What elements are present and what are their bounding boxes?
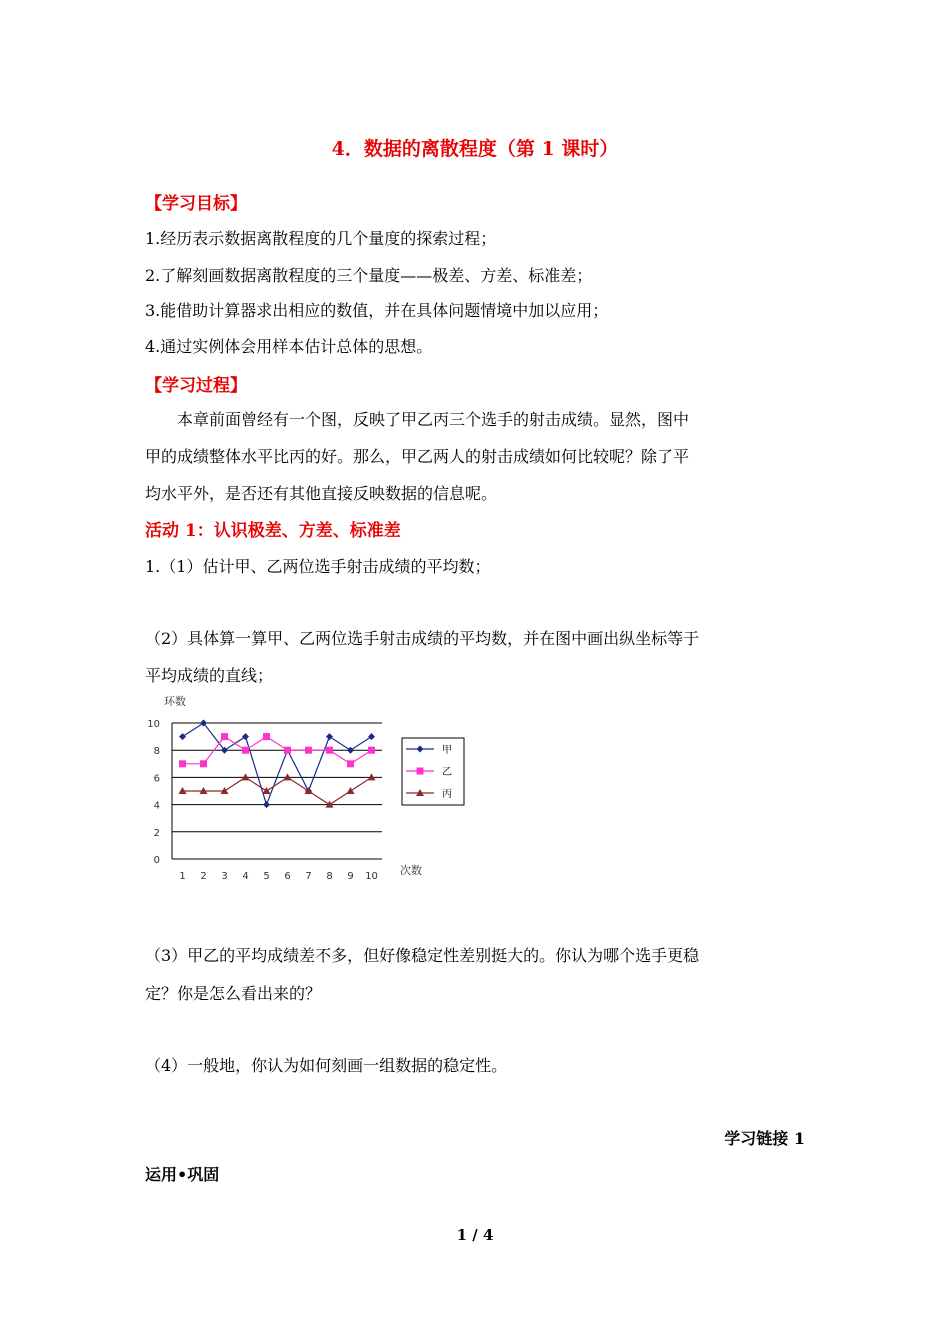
x-tick-label: 5	[263, 871, 270, 882]
x-tick-label: 1	[179, 871, 186, 882]
intro-line: 甲的成绩整体水平比丙的好。那么，甲乙两人的射击成绩如何比较呢？除了平	[145, 447, 690, 466]
objective-item: 1.经历表示数据离散程度的几个量度的探索过程；	[145, 229, 497, 248]
data-point	[347, 787, 355, 794]
legend-label: 丙	[442, 789, 452, 800]
data-point	[347, 760, 354, 767]
data-point	[200, 760, 207, 767]
section-label: 运用•巩固	[145, 1165, 220, 1184]
y-tick-label: 10	[147, 719, 160, 730]
data-point	[263, 733, 270, 740]
x-tick-label: 2	[200, 871, 207, 882]
objective-item: 2.了解刻画数据离散程度的三个量度——极差、方差、标准差；	[145, 266, 593, 285]
data-point	[368, 733, 375, 740]
legend-label: 甲	[442, 745, 452, 756]
y-tick-labels	[147, 719, 160, 866]
objectives-heading: 【学习目标】	[145, 194, 247, 214]
x-tick-label: 4	[242, 871, 249, 882]
intro-line: 均水平外，是否还有其他直接反映数据的信息呢。	[145, 484, 498, 503]
y-axis-label: 环数	[164, 695, 186, 708]
question-2-line: （2）具体算一算甲、乙两位选手射击成绩的平均数，并在图中画出纵坐标等于	[145, 629, 700, 648]
y-tick-label: 2	[153, 827, 160, 839]
intro-line: 本章前面曾经有一个图，反映了甲乙丙三个选手的射击成绩。显然，图中	[177, 410, 690, 429]
question-2-line: 平均成绩的直线；	[145, 666, 274, 685]
legend-label: 乙	[442, 767, 452, 778]
data-point	[242, 747, 249, 754]
question-3-line: 定？你是怎么看出来的？	[145, 984, 322, 1003]
x-tick-label: 9	[347, 871, 354, 882]
data-point	[263, 801, 270, 808]
x-tick-label: 7	[305, 871, 312, 882]
data-point	[263, 787, 271, 794]
shooting-score-chart	[140, 688, 480, 888]
data-point	[368, 747, 375, 754]
x-tick-label: 8	[326, 871, 333, 882]
x-tick-label: 10	[365, 871, 378, 882]
series-line	[183, 723, 372, 805]
y-tick-label: 6	[153, 773, 160, 785]
y-tick-label: 0	[153, 855, 160, 866]
x-tick-labels	[179, 871, 378, 882]
objective-item: 4.通过实例体会用样本估计总体的思想。	[145, 337, 433, 356]
chart-series	[179, 720, 376, 809]
data-point	[284, 747, 291, 754]
data-point	[326, 733, 333, 740]
data-point	[221, 733, 228, 740]
x-tick-label: 3	[221, 871, 228, 882]
page-number: 1 / 4	[456, 1226, 494, 1244]
x-axis-label: 次数	[400, 864, 422, 877]
question-4: （4）一般地，你认为如何刻画一组数据的稳定性。	[145, 1056, 508, 1075]
question-1: 1.（1）估计甲、乙两位选手射击成绩的平均数；	[145, 557, 491, 576]
y-tick-label: 8	[153, 746, 160, 758]
data-point	[179, 760, 186, 767]
data-point	[347, 747, 354, 754]
data-point	[305, 747, 312, 754]
y-tick-label: 4	[153, 800, 160, 812]
x-tick-label: 6	[284, 871, 291, 882]
study-link-label[interactable]: 学习链接 1	[724, 1129, 805, 1148]
data-point	[326, 747, 333, 754]
objective-item: 3.能借助计算器求出相应的数值，并在具体问题情境中加以应用；	[145, 301, 609, 320]
process-heading: 【学习过程】	[145, 376, 247, 396]
data-point	[242, 733, 249, 740]
data-point	[179, 733, 186, 740]
legend-marker	[417, 768, 424, 775]
activity-heading: 活动 1：认识极差、方差、标准差	[145, 521, 401, 541]
page-title: 4．数据的离散程度（第 1 课时）	[331, 138, 619, 160]
data-point	[326, 801, 334, 808]
question-3-line: （3）甲乙的平均成绩差不多，但好像稳定性差别挺大的。你认为哪个选手更稳	[145, 946, 700, 965]
series-line	[183, 777, 372, 804]
